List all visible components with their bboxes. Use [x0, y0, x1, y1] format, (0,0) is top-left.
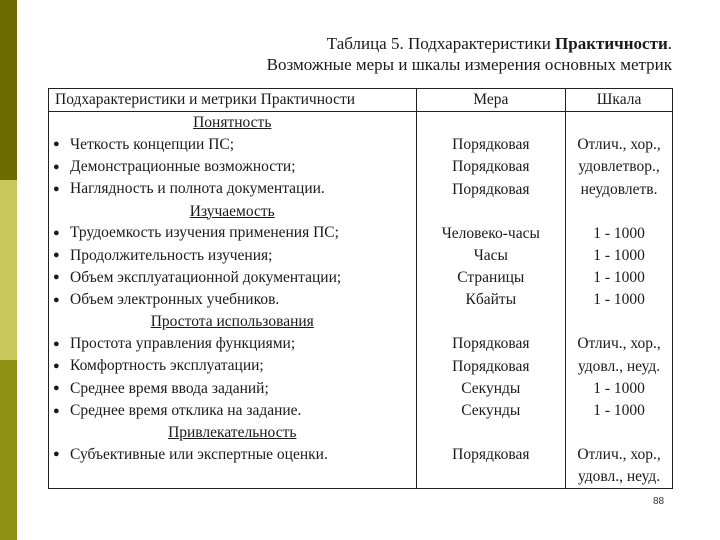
- group-heading: Простота использования: [49, 311, 417, 333]
- metric-label: Наглядность и полнота документации.: [70, 180, 325, 198]
- table-caption-subtitle: Возможные меры и шкалы измерения основных метрик: [266, 55, 672, 74]
- bullet-icon: ●: [53, 160, 60, 173]
- caption-bold-word: Практичности: [555, 34, 668, 53]
- metric-label: Трудоемкость изучения применения ПС;: [70, 224, 339, 242]
- measure-cell: Часы: [416, 245, 566, 267]
- measure-cell: Секунды: [416, 400, 566, 422]
- scale-cell: 1 - 1000: [566, 289, 673, 311]
- table-row: [49, 378, 673, 400]
- table-row: [49, 400, 673, 422]
- measure-cell: [416, 422, 566, 444]
- table-row: [49, 355, 673, 377]
- scale-cell: 1 - 1000: [566, 378, 673, 400]
- table-row: [49, 222, 673, 244]
- measure-cell: Человеко-часы: [416, 222, 566, 244]
- scale-cell: Отлич., хор.,: [566, 444, 673, 466]
- scale-cell: [566, 422, 673, 444]
- bullet-icon: ●: [53, 271, 60, 284]
- table-row: [49, 333, 673, 355]
- metric-label: Демонстрационные возможности;: [70, 157, 296, 175]
- scale-cell: 1 - 1000: [566, 267, 673, 289]
- bullet-icon: ●: [53, 226, 60, 239]
- scale-cell: неудовлетв.: [566, 178, 673, 200]
- bullet-icon: ●: [53, 337, 60, 350]
- header-scale: Шкала: [566, 89, 673, 112]
- metric-cell: [49, 267, 417, 289]
- metric-cell: [49, 355, 417, 377]
- metric-cell: [49, 156, 417, 178]
- metric-label: Комфортность эксплуатации;: [70, 357, 264, 375]
- measure-cell: [416, 112, 566, 134]
- table-row: [49, 466, 673, 488]
- metric-label: Продолжительность изучения;: [70, 246, 273, 264]
- table-row: [49, 267, 673, 289]
- scale-cell: Отлич., хор.,: [566, 134, 673, 156]
- table-caption-title: [327, 35, 672, 52]
- metric-label: Субъективные или экспертные оценки.: [70, 445, 328, 463]
- measure-cell: [416, 311, 566, 333]
- metric-label: Среднее время отклика на задание.: [70, 401, 302, 419]
- group-row: [49, 422, 673, 444]
- measure-cell: Страницы: [416, 267, 566, 289]
- metric-cell: [49, 378, 417, 400]
- scale-cell: [566, 311, 673, 333]
- group-heading: Привлекательность: [49, 422, 417, 444]
- group-heading: Понятность: [49, 112, 417, 134]
- metric-cell: [49, 400, 417, 422]
- accent-bar-top: [0, 0, 17, 180]
- table-row: [49, 245, 673, 267]
- scale-cell: 1 - 1000: [566, 245, 673, 267]
- measure-cell: Порядковая: [416, 134, 566, 156]
- metric-label: Объем эксплуатационной документации;: [70, 268, 342, 286]
- metric-cell: [49, 222, 417, 244]
- scale-cell: удовл., неуд.: [566, 355, 673, 377]
- measure-cell: Кбайты: [416, 289, 566, 311]
- measure-cell: Секунды: [416, 378, 566, 400]
- measure-cell: [416, 201, 566, 223]
- group-row: [49, 201, 673, 223]
- scale-cell: [566, 201, 673, 223]
- scale-cell: Отлич., хор.,: [566, 333, 673, 355]
- measure-cell: Порядковая: [416, 355, 566, 377]
- scale-cell: удовл., неуд.: [566, 466, 673, 488]
- metric-label: Четкость концепции ПС;: [70, 135, 235, 153]
- bullet-icon: ●: [53, 448, 60, 461]
- metrics-table: [48, 88, 673, 489]
- scale-cell: удовлетвор.,: [566, 156, 673, 178]
- metric-cell: [49, 245, 417, 267]
- header-measure: Мера: [416, 89, 566, 112]
- metric-label: Простота управления функциями;: [70, 335, 296, 353]
- table-row: [49, 134, 673, 156]
- bullet-icon: ●: [53, 293, 60, 306]
- measure-cell: Порядковая: [416, 178, 566, 200]
- accent-bar-middle: [0, 180, 17, 360]
- table-row: [49, 178, 673, 200]
- metric-cell: [49, 289, 417, 311]
- table-body: [49, 112, 673, 489]
- measure-cell: Порядковая: [416, 333, 566, 355]
- bullet-icon: ●: [53, 359, 60, 372]
- table-row: [49, 289, 673, 311]
- group-row: [49, 112, 673, 134]
- caption-suffix: .: [667, 34, 672, 53]
- metric-cell: [49, 444, 417, 466]
- caption-prefix: Таблица 5. Подхарактеристики: [326, 34, 556, 53]
- accent-bar-bottom: [0, 360, 17, 540]
- metric-label: Объем электронных учебников.: [70, 291, 280, 309]
- bullet-icon: ●: [53, 138, 60, 151]
- page-number: 88: [653, 496, 665, 507]
- table-row: [49, 444, 673, 466]
- measure-cell: Порядковая: [416, 444, 566, 466]
- header-metrics: Подхарактеристики и метрики Практичности: [49, 89, 417, 112]
- measure-cell: [416, 466, 566, 488]
- metric-cell: [49, 466, 417, 488]
- scale-cell: 1 - 1000: [566, 222, 673, 244]
- metric-label: Среднее время ввода заданий;: [70, 379, 269, 397]
- metric-cell: [49, 333, 417, 355]
- bullet-icon: ●: [53, 182, 60, 195]
- measure-cell: Порядковая: [416, 156, 566, 178]
- metric-cell: [49, 134, 417, 156]
- group-heading: Изучаемость: [49, 201, 417, 223]
- bullet-icon: ●: [53, 382, 60, 395]
- group-row: [49, 311, 673, 333]
- scale-cell: 1 - 1000: [566, 400, 673, 422]
- scale-cell: [566, 112, 673, 134]
- table-row: [49, 156, 673, 178]
- table-header-row: [49, 89, 673, 112]
- bullet-icon: ●: [53, 249, 60, 262]
- metric-cell: [49, 178, 417, 200]
- bullet-icon: ●: [53, 404, 60, 417]
